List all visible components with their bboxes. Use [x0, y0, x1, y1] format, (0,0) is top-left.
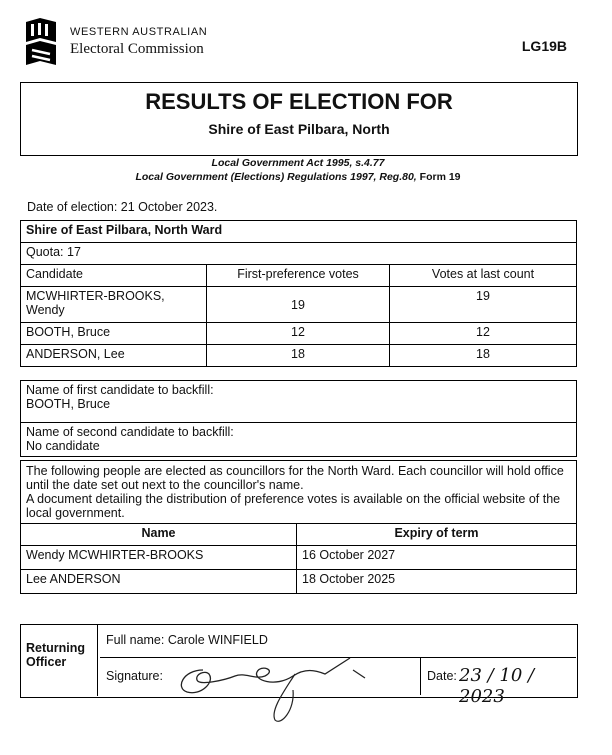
last-count-votes: 18 [390, 345, 577, 367]
backfill-table [20, 380, 577, 457]
signature-image [165, 640, 395, 730]
date-handwritten: 23 / 10 / 2023 [459, 665, 535, 707]
legislation-line1: Local Government Act 1995, s.4.77 [211, 157, 385, 169]
elected-table [20, 460, 577, 594]
candidate-name: BOOTH, Bruce [21, 323, 207, 345]
candidate-name: ANDERSON, Lee [21, 345, 207, 367]
col-name: Name [21, 524, 297, 546]
signature-label: Signature: [106, 669, 163, 683]
elected-statement: The following people are elected as councillors for the North Ward. Each councillor will hold office until the date set out next to the councillor's name. A document detailing the distribution of preference votes is available on the official website of the local government. [21, 461, 577, 524]
second-backfill-value: No candidate [26, 439, 100, 453]
full-name: Full name: Carole WINFIELD [106, 633, 268, 647]
page-subtitle: Shire of East Pilbara, North [208, 121, 390, 137]
page-title: RESULTS OF ELECTION FOR [145, 89, 453, 114]
expiry-date: 16 October 2027 [297, 546, 577, 570]
candidate-name: MCWHIRTER-BROOKS, Wendy [21, 287, 207, 323]
legislation-line2 [20, 171, 576, 183]
first-backfill-value: BOOTH, Bruce [26, 397, 111, 411]
last-count-votes: 12 [390, 323, 577, 345]
date-of-election: Date of election: 21 October 2023. [27, 200, 218, 214]
table-row [21, 287, 577, 323]
ward-name: Shire of East Pilbara, North Ward [21, 221, 577, 243]
first-pref-votes: 19 [207, 287, 390, 323]
wa-electoral-commission-logo [24, 18, 58, 68]
col-first-pref: First-preference votes [207, 265, 390, 287]
councillor-name: Lee ANDERSON [21, 570, 297, 594]
second-backfill-label: Name of second candidate to backfill: [26, 425, 234, 439]
councillor-name: Wendy MCWHIRTER-BROOKS [21, 546, 297, 570]
quota: Quota: 17 [21, 243, 577, 265]
org-name-line1: WESTERN AUSTRALIAN [70, 26, 208, 38]
legislation-regulation: Local Government (Elections) Regulations 1997, Reg.80, [135, 171, 417, 183]
first-backfill-label: Name of first candidate to backfill: [26, 383, 214, 397]
table-row [21, 570, 577, 594]
first-pref-votes: 12 [207, 323, 390, 345]
results-table [20, 220, 577, 367]
title-box [20, 82, 578, 156]
second-backfill [21, 423, 577, 457]
returning-officer-label: Returning Officer [20, 624, 98, 696]
expiry-date: 18 October 2025 [297, 570, 577, 594]
form-code: LG19B [521, 38, 567, 54]
table-row [21, 323, 577, 345]
org-name-line2: Electoral Commission [70, 41, 204, 57]
first-backfill [21, 381, 577, 423]
date-label: Date: [427, 669, 457, 683]
last-count-votes: 19 [390, 287, 577, 323]
col-last-count: Votes at last count [390, 265, 577, 287]
col-candidate: Candidate [21, 265, 207, 287]
legislation-form: Form 19 [419, 171, 461, 183]
table-row [21, 345, 577, 367]
col-expiry: Expiry of term [297, 524, 577, 546]
table-row [21, 546, 577, 570]
first-pref-votes: 18 [207, 345, 390, 367]
date-field [420, 657, 577, 707]
